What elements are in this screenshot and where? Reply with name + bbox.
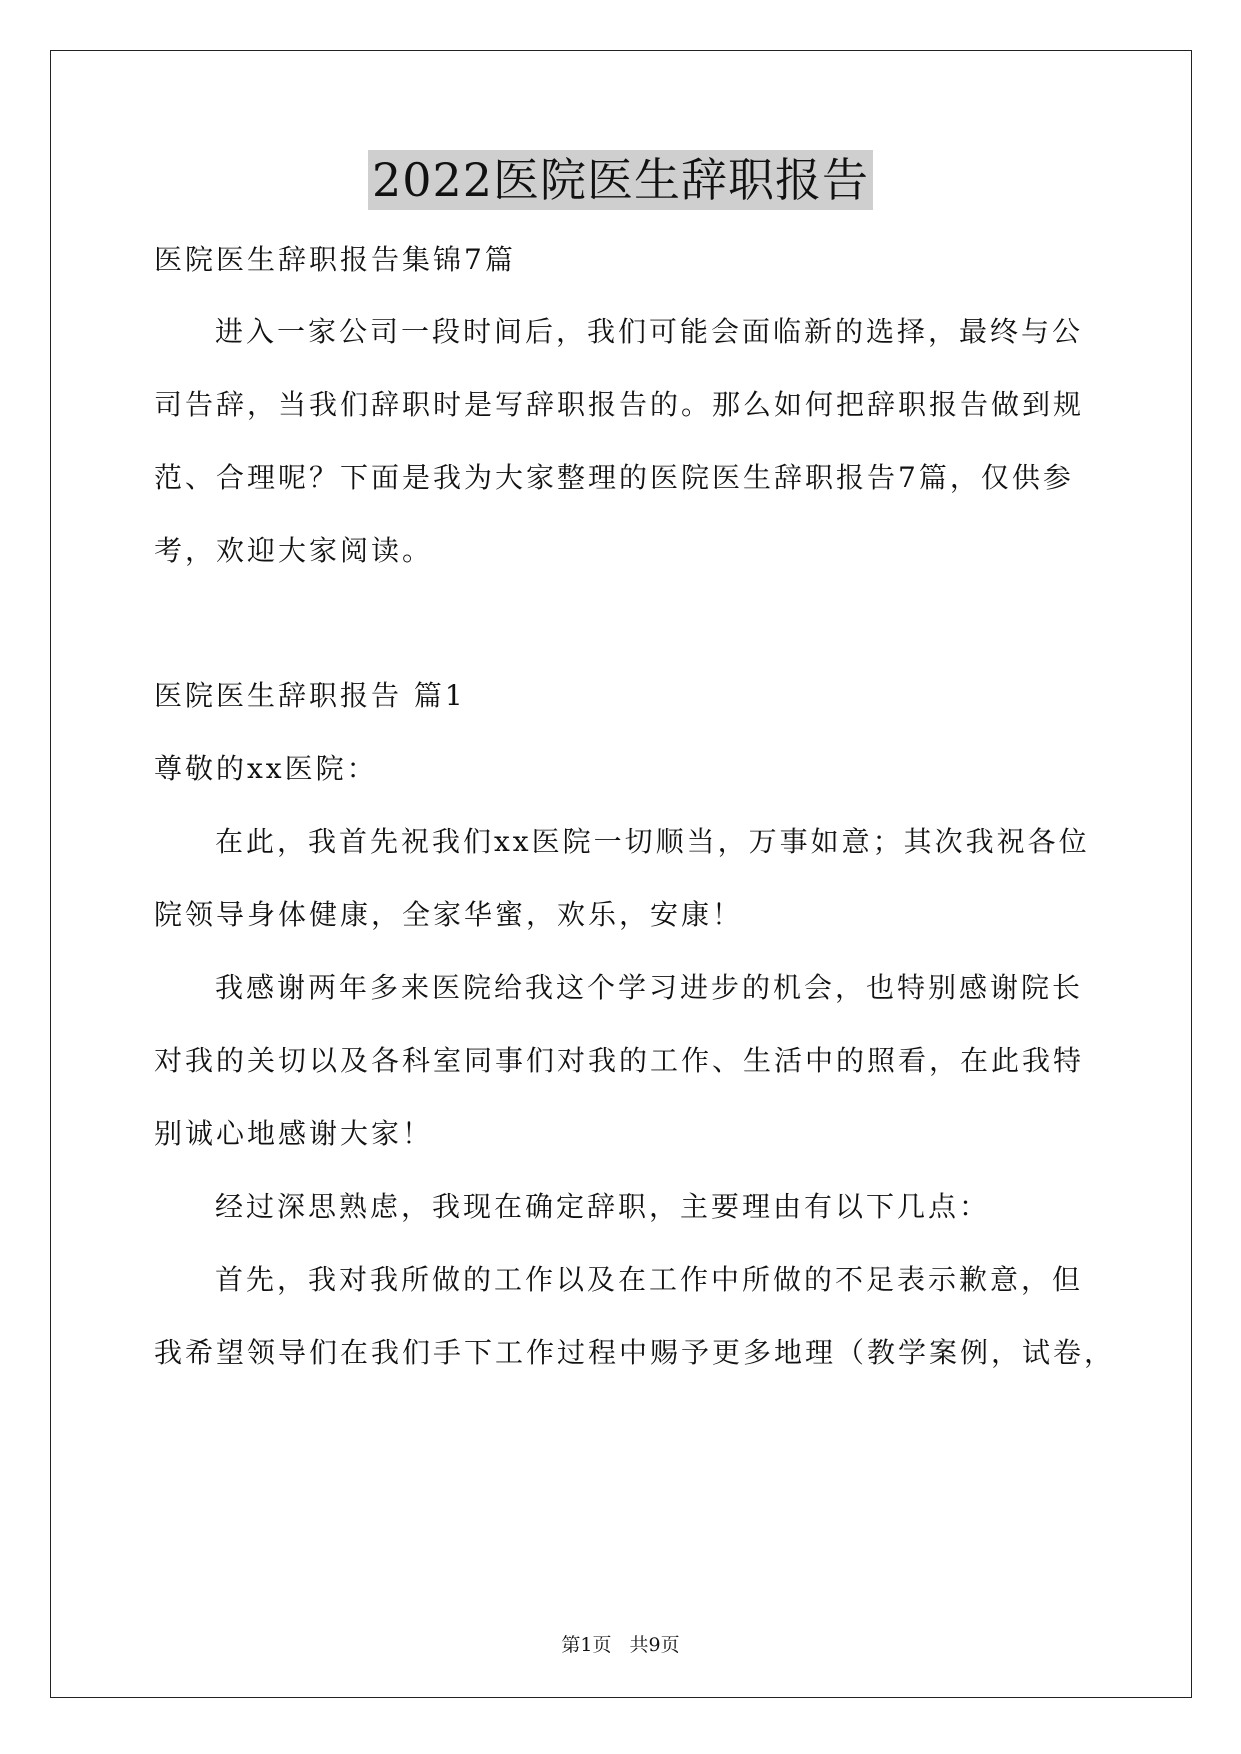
salutation: 尊敬的xx医院： [154,752,378,785]
body-line-7: 首先，我对我所做的工作以及在工作中所做的不足表示歉意，但 [215,1263,1084,1296]
body-line-4: 对我的关切以及各科室同事们对我的工作、生活中的照看，在此我特 [154,1044,1085,1077]
intro-line-4: 考，欢迎大家阅读。 [154,534,434,567]
body-line-2: 院领导身体健康，全家华蜜，欢乐，安康！ [154,898,744,931]
body-line-8: 我希望领导们在我们手下工作过程中赐予更多地理（教学案例，试卷， [154,1336,1116,1369]
page-number-total: 共9页 [629,1634,680,1656]
page-number-current: 第1页 [561,1634,612,1656]
intro-line-1: 进入一家公司一段时间后，我们可能会面临新的选择，最终与公 [215,315,1084,348]
title-container [0,150,1241,210]
body-line-1: 在此，我首先祝我们xx医院一切顺当，万事如意；其次我祝各位 [215,825,1090,858]
document-subtitle: 医院医生辞职报告集锦7篇 [154,243,516,276]
page-border [50,50,1192,1698]
section-heading: 医院医生辞职报告 篇1 [154,679,466,712]
intro-line-2: 司告辞，当我们辞职时是写辞职报告的。那么如何把辞职报告做到规 [154,388,1085,421]
document-title: 2022医院医生辞职报告 [368,150,873,210]
body-line-3: 我感谢两年多来医院给我这个学习进步的机会，也特别感谢院长 [215,971,1084,1004]
page-footer [0,1632,1241,1658]
body-line-6: 经过深思熟虑，我现在确定辞职，主要理由有以下几点： [215,1190,991,1223]
intro-line-3: 范、合理呢？下面是我为大家整理的医院医生辞职报告7篇，仅供参 [154,461,1074,494]
body-line-5: 别诚心地感谢大家！ [154,1117,434,1150]
